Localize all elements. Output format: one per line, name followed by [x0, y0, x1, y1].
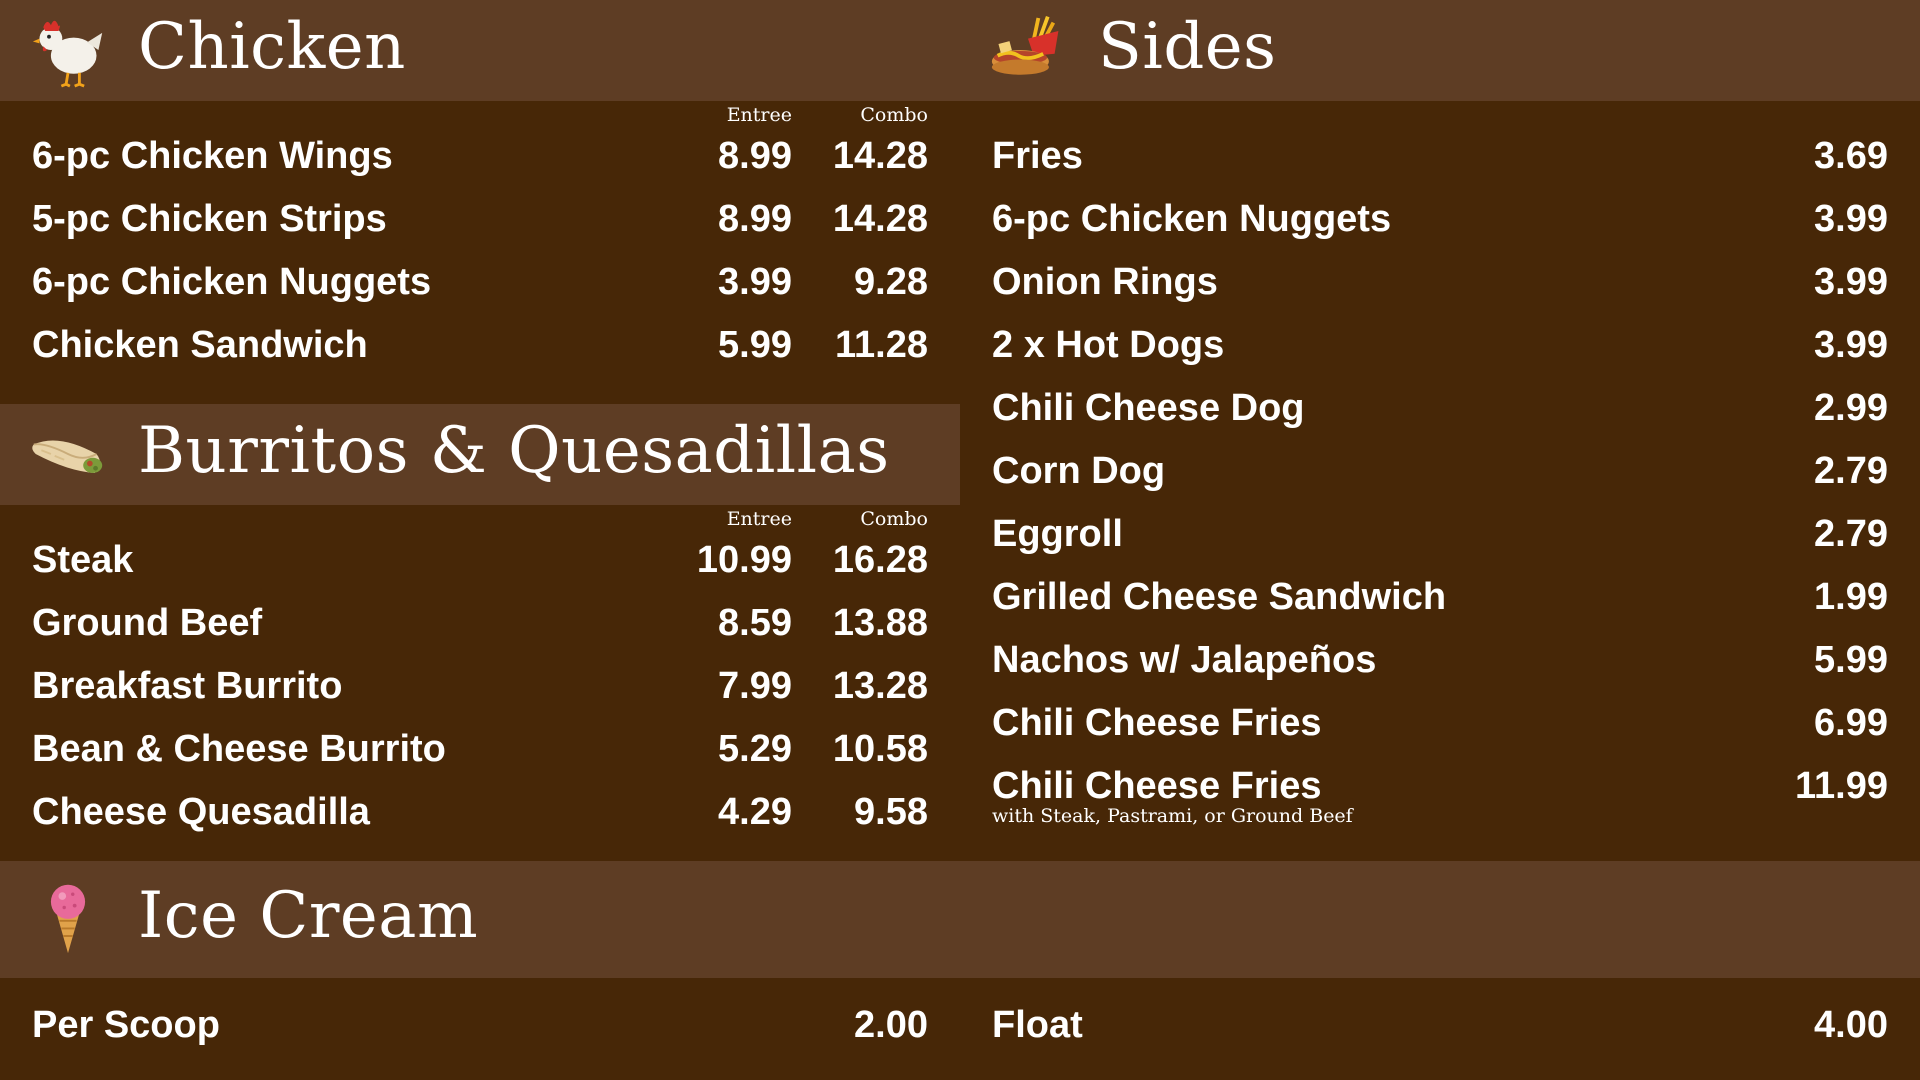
- item-name: Per Scoop: [32, 1004, 220, 1046]
- price: 11.99: [1795, 765, 1888, 807]
- chicken-section: [0, 0, 960, 404]
- item-name: Chili Cheese Fries: [992, 702, 1322, 744]
- side-row: [960, 510, 1920, 573]
- ice-cream-title: Ice Cream: [138, 879, 479, 953]
- item-name: Ground Beef: [32, 602, 263, 644]
- ice-cream-row: [960, 1001, 1920, 1064]
- item-name: Corn Dog: [992, 450, 1166, 492]
- burritos-header: [0, 404, 960, 505]
- item-name: Chili Cheese Dog: [992, 387, 1305, 429]
- entree-price: 8.99: [718, 135, 792, 177]
- combo-price: 9.58: [854, 791, 928, 833]
- side-row: [960, 573, 1920, 636]
- burritos-col-entree: Entree: [726, 508, 792, 530]
- entree-price: 4.29: [718, 791, 792, 833]
- burritos-section: [0, 404, 960, 861]
- side-row: [960, 195, 1920, 258]
- combo-price: 14.28: [832, 135, 928, 177]
- combo-price: 13.88: [832, 602, 928, 644]
- combo-price: 10.58: [832, 728, 928, 770]
- item-name: Nachos w/ Jalapeños: [992, 639, 1377, 681]
- item-name: Fries: [992, 135, 1083, 177]
- item-name: 6-pc Chicken Wings: [32, 135, 393, 177]
- chicken-row: [0, 195, 960, 258]
- side-row: [960, 699, 1920, 762]
- side-row: [960, 384, 1920, 447]
- entree-price: 10.99: [696, 539, 792, 581]
- price: 5.99: [1814, 639, 1888, 681]
- chicken-title: Chicken: [138, 10, 406, 84]
- item-note: with Steak, Pastrami, or Ground Beef: [992, 805, 1353, 827]
- item-name: Steak: [32, 539, 134, 581]
- burrito-row: [0, 725, 960, 788]
- price: 3.69: [1814, 135, 1888, 177]
- sides-title: Sides: [1098, 10, 1277, 84]
- item-name: Onion Rings: [992, 261, 1218, 303]
- item-name: Bean & Cheese Burrito: [32, 728, 446, 770]
- side-row: [960, 321, 1920, 384]
- item-name: Cheese Quesadilla: [32, 791, 370, 833]
- combo-price: 9.28: [854, 261, 928, 303]
- price: 3.99: [1814, 324, 1888, 366]
- price: 2.79: [1814, 513, 1888, 555]
- combo-price: 13.28: [832, 665, 928, 707]
- price: 6.99: [1814, 702, 1888, 744]
- entree-price: 5.99: [718, 324, 792, 366]
- price: 2.79: [1814, 450, 1888, 492]
- ice-cream-row: [0, 1001, 960, 1064]
- chicken-row: [0, 321, 960, 384]
- item-name: Chicken Sandwich: [32, 324, 368, 366]
- chicken-row: [0, 132, 960, 195]
- entree-price: 3.99: [718, 261, 792, 303]
- chicken-col-combo: Combo: [860, 104, 928, 126]
- burrito-row: [0, 662, 960, 725]
- side-row: [960, 258, 1920, 321]
- item-name: Chili Cheese Fries: [992, 765, 1322, 807]
- entree-price: 5.29: [718, 728, 792, 770]
- item-name: 5-pc Chicken Strips: [32, 198, 387, 240]
- combo-price: 11.28: [835, 324, 928, 366]
- combo-price: 14.28: [832, 198, 928, 240]
- item-name: Float: [992, 1004, 1083, 1046]
- entree-price: 8.99: [718, 198, 792, 240]
- burrito-row: [0, 788, 960, 851]
- ice-cream-cone-icon: [30, 879, 106, 955]
- chicken-col-entree: Entree: [726, 104, 792, 126]
- chicken-icon: [30, 12, 106, 88]
- burrito-icon: [30, 416, 106, 492]
- side-row: [960, 132, 1920, 195]
- sides-section: [960, 0, 1920, 861]
- price: 3.99: [1814, 198, 1888, 240]
- burrito-row: [0, 599, 960, 662]
- burrito-row: [0, 536, 960, 599]
- item-name: Breakfast Burrito: [32, 665, 343, 707]
- side-row: [960, 636, 1920, 699]
- item-name: 6-pc Chicken Nuggets: [992, 198, 1392, 240]
- price: 4.00: [1814, 1004, 1888, 1046]
- item-name: 6-pc Chicken Nuggets: [32, 261, 432, 303]
- price: 2.00: [854, 1004, 928, 1046]
- burritos-col-combo: Combo: [860, 508, 928, 530]
- ice-cream-header: [0, 861, 1920, 978]
- sides-header: [960, 0, 1920, 101]
- burritos-title: Burritos & Quesadillas: [138, 414, 890, 488]
- item-name: Eggroll: [992, 513, 1123, 555]
- side-row: [960, 762, 1920, 842]
- item-name: Grilled Cheese Sandwich: [992, 576, 1447, 618]
- chicken-header: [0, 0, 960, 101]
- side-row: [960, 447, 1920, 510]
- entree-price: 8.59: [718, 602, 792, 644]
- price: 1.99: [1814, 576, 1888, 618]
- item-name: 2 x Hot Dogs: [992, 324, 1225, 366]
- fries-hotdog-icon: [990, 12, 1066, 88]
- entree-price: 7.99: [718, 665, 792, 707]
- combo-price: 16.28: [832, 539, 928, 581]
- chicken-row: [0, 258, 960, 321]
- price: 3.99: [1814, 261, 1888, 303]
- price: 2.99: [1814, 387, 1888, 429]
- ice-cream-section: [0, 861, 1920, 1080]
